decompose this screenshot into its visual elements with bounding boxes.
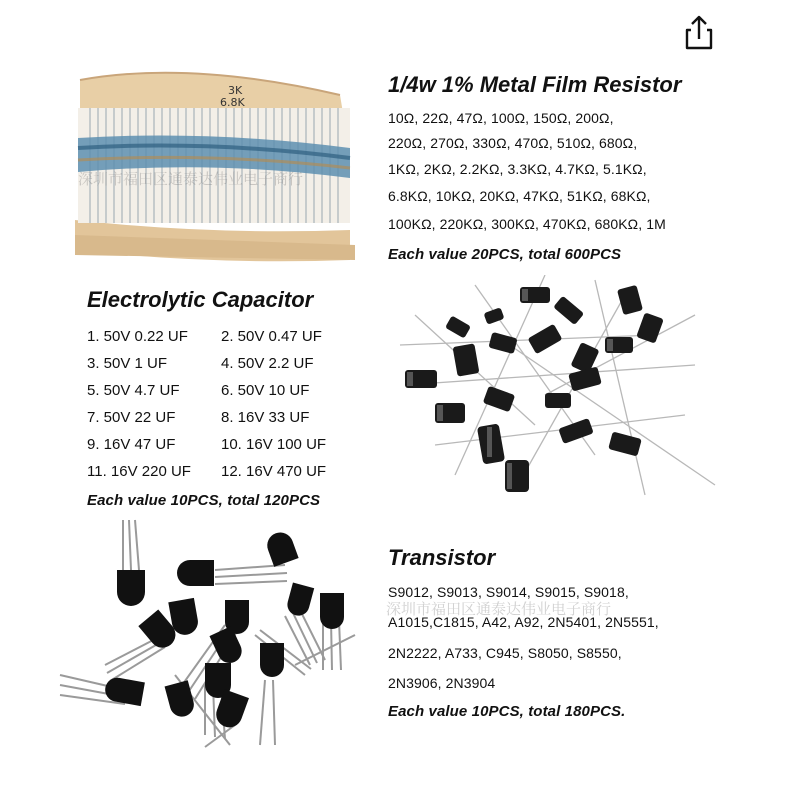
transistor-part-line: 2N2222, A733, C945, S8050, S8550, <box>388 645 622 661</box>
capacitor-item: 11. 16V 220 UF <box>87 463 191 480</box>
capacitor-item: 5. 50V 4.7 UF <box>87 382 180 399</box>
capacitor-row <box>87 463 326 480</box>
resistor-value-line: 100KΩ, 220KΩ, 300KΩ, 470KΩ, 680KΩ, 1M <box>388 216 666 232</box>
capacitor-item: 2. 50V 0.47 UF <box>221 328 322 345</box>
strip-label: 6.8K <box>220 96 245 109</box>
resistor-total: Each value 20PCS, total 600PCS <box>388 246 622 263</box>
capacitor-title: Electrolytic Capacitor <box>87 287 314 312</box>
resistor-value-line: 1KΩ, 2KΩ, 2.2KΩ, 3.3KΩ, 4.7KΩ, 5.1KΩ, <box>388 161 647 177</box>
capacitor-row <box>87 409 309 426</box>
capacitor-item: 10. 16V 100 UF <box>221 436 327 453</box>
capacitor-row <box>87 436 326 453</box>
capacitor-item: 3. 50V 1 UF <box>87 355 168 372</box>
strip-label: 3K <box>228 84 243 97</box>
capacitor-row <box>87 382 309 399</box>
capacitors-image <box>395 275 725 500</box>
capacitor-row <box>87 355 314 372</box>
capacitor-item: 9. 16V 47 UF <box>87 436 176 453</box>
capacitor-row <box>87 328 322 345</box>
capacitor-item: 7. 50V 22 UF <box>87 409 176 426</box>
share-button[interactable] <box>682 14 716 52</box>
transistor-part-line: 2N3906, 2N3904 <box>388 675 496 691</box>
capacitor-item: 1. 50V 0.22 UF <box>87 328 188 345</box>
watermark: 深圳市福田区通泰达伟业电子商行 <box>386 601 612 618</box>
share-icon <box>682 14 716 52</box>
capacitor-total: Each value 10PCS, total 120PCS <box>87 492 321 509</box>
resistor-value-line: 220Ω, 270Ω, 330Ω, 470Ω, 510Ω, 680Ω, <box>388 135 638 151</box>
resistor-value-line: 6.8KΩ, 10KΩ, 20KΩ, 47KΩ, 51KΩ, 68KΩ, <box>388 188 651 204</box>
resistor-value-line: 10Ω, 22Ω, 47Ω, 100Ω, 150Ω, 200Ω, <box>388 110 614 126</box>
resistor-title: 1/4w 1% Metal Film Resistor <box>388 72 682 97</box>
capacitor-item: 4. 50V 2.2 UF <box>221 355 314 372</box>
transistor-part-line: S9012, S9013, S9014, S9015, S9018, <box>388 584 629 600</box>
resistor-strips-image <box>70 60 360 265</box>
capacitor-item: 6. 50V 10 UF <box>221 382 310 399</box>
capacitor-item: 12. 16V 470 UF <box>221 463 327 480</box>
watermark: 深圳市福田区通泰达伟业电子商行 <box>78 171 304 188</box>
transistor-total: Each value 10PCS, total 180PCS. <box>388 703 626 720</box>
transistor-title: Transistor <box>388 545 496 570</box>
capacitor-item: 8. 16V 33 UF <box>221 409 310 426</box>
transistors-image <box>55 515 375 750</box>
transistor-part-line: A1015,C1815, A42, A92, 2N5401, 2N5551, <box>388 614 659 630</box>
